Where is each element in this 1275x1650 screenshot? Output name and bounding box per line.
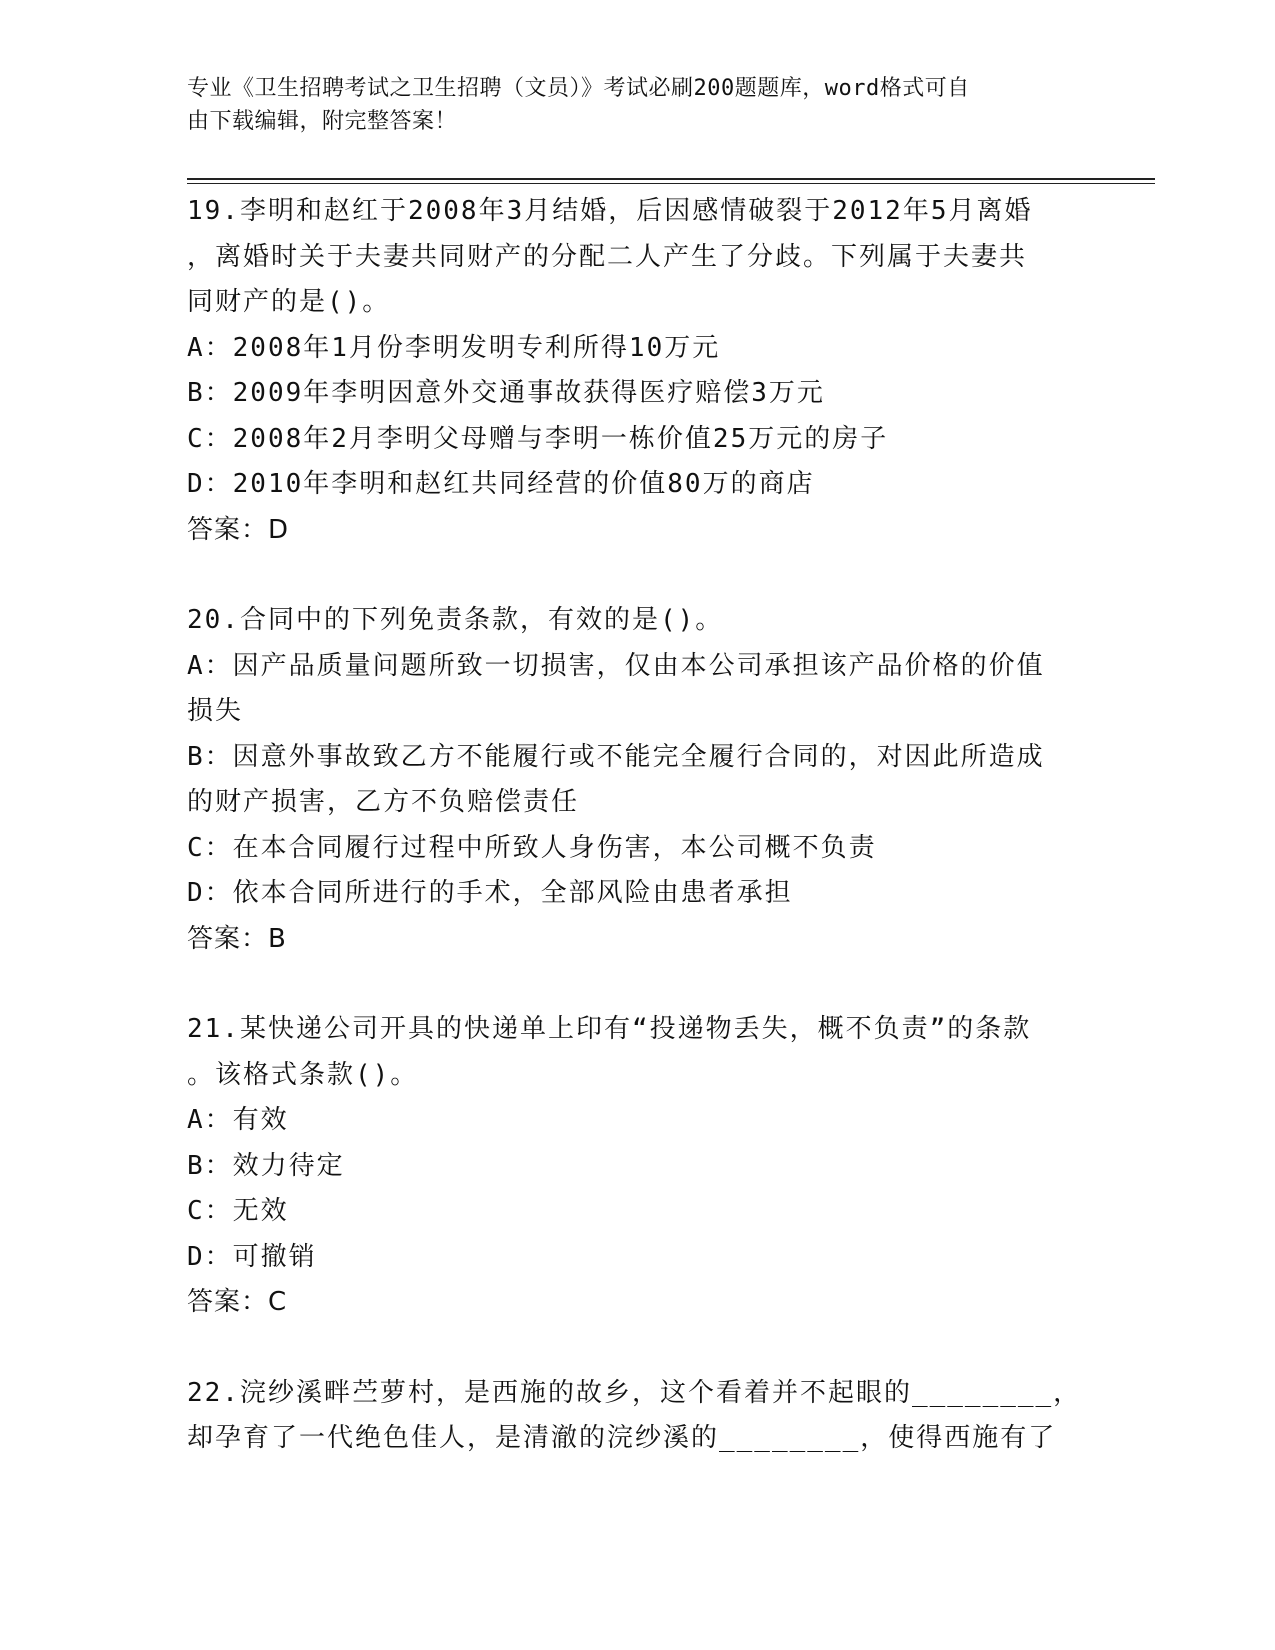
question-stem-line: ，离婚时关于夫妻共同财产的分配二人产生了分歧。下列属于夫妻共 (187, 241, 1028, 272)
question-list (187, 189, 1087, 1507)
answer-option-line: C：在本合同履行过程中所致人身伤害，本公司概不负责 (187, 832, 877, 863)
answer-option-line: C：2008年2月李明父母赠与李明一栋价值25万元的房子 (187, 423, 889, 454)
answer-option-line: D：依本合同所进行的手术，全部风险由患者承担 (187, 878, 793, 908)
question-stem-line: 同财产的是()。 (187, 287, 391, 317)
question-stem-line: 19.李明和赵红于2008年3月结婚，后因感情破裂于2012年5月离婚 (187, 196, 1033, 226)
document-header (187, 72, 1067, 138)
answer-key: 答案：D (187, 514, 290, 545)
question-stem-line: 22.浣纱溪畔苎萝村，是西施的故乡，这个看着并不起眼的________， (187, 1377, 1082, 1408)
answer-option-line: 损失 (187, 696, 244, 726)
question-stem-line: 21.某快递公司开具的快递单上印有“投递物丢失，概不负责”的条款 (187, 1014, 1032, 1044)
answer-option-line: B：因意外事故致乙方不能履行或不能完全履行合同的，对因此所造成 (187, 741, 1045, 772)
header-rule-thick (187, 178, 1155, 180)
question-block (187, 189, 1087, 553)
header-line: 专业《卫生招聘考试之卫生招聘（文员）》考试必刷200题题库，word格式可自 (187, 76, 970, 101)
answer-option-line: A：2008年1月份李明发明专利所得10万元 (187, 332, 721, 363)
question-stem-line: 。该格式条款()。 (187, 1059, 419, 1090)
answer-option-line: D：2010年李明和赵红共同经营的价值80万的商店 (187, 469, 815, 499)
answer-option-line: C：无效 (187, 1196, 289, 1226)
question-block (187, 1007, 1087, 1326)
answer-option-line: 的财产损害，乙方不负赔偿责任 (187, 787, 580, 817)
answer-option-line: B：效力待定 (187, 1150, 345, 1181)
question-stem-line: 却孕育了一代绝色佳人，是清澈的浣纱溪的________，使得西施有了 (187, 1423, 1057, 1453)
question-block (187, 598, 1087, 962)
answer-key: 答案：C (187, 1287, 288, 1317)
header-rule-thin (187, 183, 1155, 184)
answer-option-line: D：可撤销 (187, 1241, 317, 1272)
question-stem-line: 20.合同中的下列免责条款，有效的是()。 (187, 605, 724, 635)
header-line: 由下载编辑，附完整答案！ (187, 109, 458, 134)
answer-key: 答案：B (187, 923, 287, 954)
question-block (187, 1371, 1087, 1462)
answer-option-line: B：2009年李明因意外交通事故获得医疗赔偿3万元 (187, 378, 825, 408)
answer-option-line: A：有效 (187, 1105, 289, 1135)
answer-option-line: A：因产品质量问题所致一切损害，仅由本公司承担该产品价格的价值 (187, 650, 1045, 681)
